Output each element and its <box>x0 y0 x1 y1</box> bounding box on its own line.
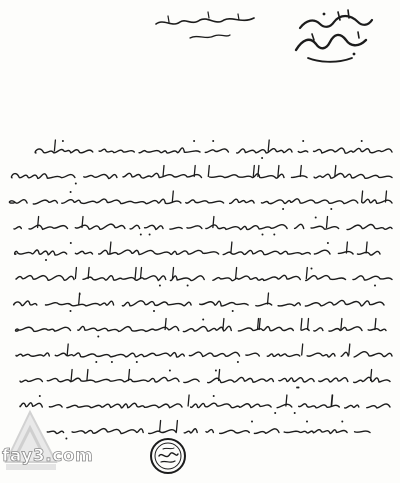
ascender-stroke <box>67 344 68 355</box>
ascender-stroke <box>135 268 136 279</box>
ascender-stroke <box>213 217 214 228</box>
diacritic-dot <box>302 140 304 142</box>
ascender-stroke <box>208 166 209 177</box>
diacritic-dot <box>315 217 317 219</box>
seal-stamp <box>148 436 188 476</box>
handwritten-line-10 <box>20 377 390 382</box>
ascender-stroke <box>335 166 336 177</box>
diacritic-dot <box>327 242 329 244</box>
handwritten-line-3 <box>9 199 392 204</box>
ascender-stroke <box>375 319 376 330</box>
diacritic-dot <box>65 438 67 440</box>
diacritic-dot <box>202 319 204 321</box>
diacritic-dot <box>237 361 239 363</box>
diacritic-dot <box>111 361 113 363</box>
diacritic-dot <box>212 140 214 142</box>
diacritic-dot <box>45 259 47 261</box>
watermark-icon <box>0 392 62 482</box>
diacritic-dot <box>97 336 99 338</box>
ascender-stroke <box>259 319 260 330</box>
diacritic-dot <box>274 412 276 414</box>
ascender-stroke <box>54 140 55 151</box>
handwritten-line-4 <box>14 224 392 229</box>
diacritic-dot <box>140 234 142 236</box>
ascender-stroke <box>341 319 342 330</box>
diacritic-dot <box>153 310 155 312</box>
ascender-stroke <box>253 166 254 177</box>
ascender-stroke <box>362 191 363 202</box>
handwritten-line-1 <box>35 148 392 153</box>
diacritic-dot <box>70 242 72 244</box>
diacritic-dot <box>149 234 151 236</box>
ascender-stroke <box>268 140 269 151</box>
ascender-stroke <box>172 191 173 202</box>
diacritic-dot <box>70 191 72 193</box>
watermark-logo <box>0 392 62 482</box>
handwritten-line-7 <box>14 300 384 306</box>
diacritic-dot <box>374 285 376 287</box>
ascender-stroke <box>268 293 269 304</box>
diacritic-dot <box>193 140 195 142</box>
handwritten-line-8 <box>16 326 386 331</box>
diacritic-dot <box>294 412 296 414</box>
diacritic-dot <box>330 208 332 210</box>
ascender-stroke <box>160 421 161 432</box>
ascender-stroke <box>349 344 350 355</box>
diacritic-dot <box>75 183 77 185</box>
ascender-stroke <box>231 242 232 253</box>
ascender-stroke <box>366 242 367 253</box>
ascender-stroke <box>308 319 309 330</box>
diacritic-dot <box>261 157 263 159</box>
diacritic-dot <box>232 310 234 312</box>
ascender-stroke <box>223 319 224 330</box>
diacritic-dot <box>341 421 343 423</box>
diacritic-dot <box>187 285 189 287</box>
ascender-stroke <box>300 166 301 177</box>
ascender-stroke <box>110 242 111 253</box>
diacritic-dot <box>251 421 253 423</box>
ascender-stroke <box>163 166 164 177</box>
diacritic-dot <box>169 370 171 372</box>
seal-icon <box>148 436 188 476</box>
diacritic-dot <box>282 208 284 210</box>
diacritic-dot <box>262 234 264 236</box>
ascender-stroke <box>75 268 76 279</box>
diacritic-dot <box>159 285 161 287</box>
ascender-stroke <box>176 421 177 432</box>
diacritic-dot <box>136 361 138 363</box>
ascender-stroke <box>79 293 80 304</box>
handwritten-line-12 <box>30 429 370 434</box>
handwritten-line-5 <box>15 250 380 255</box>
diacritic-dot <box>311 268 313 270</box>
diacritic-dot <box>213 395 215 397</box>
ascender-stroke <box>87 370 88 381</box>
diacritic-dot <box>215 370 217 372</box>
handwritten-line-6 <box>16 275 392 280</box>
ascender-stroke <box>188 395 189 406</box>
diacritic-dot <box>296 387 298 389</box>
ascender-stroke <box>302 344 303 355</box>
handwritten-line-11 <box>20 403 390 408</box>
ascender-stroke <box>236 268 237 279</box>
ascender-stroke <box>71 370 72 381</box>
ascender-stroke <box>306 268 307 279</box>
ascender-stroke <box>141 268 142 279</box>
ascender-stroke <box>327 217 328 228</box>
diacritic-dot <box>95 361 97 363</box>
diacritic-dot <box>361 140 363 142</box>
handwritten-line-9 <box>16 352 392 357</box>
watermark-site-label: fay3.com <box>2 446 94 466</box>
ascender-stroke <box>258 319 259 330</box>
diacritic-dot <box>62 140 64 142</box>
diacritic-dot <box>306 421 308 423</box>
ascender-stroke <box>301 319 302 330</box>
diacritic-dot <box>273 234 275 236</box>
diacritic-dot <box>70 310 72 312</box>
ascender-stroke <box>278 166 279 177</box>
